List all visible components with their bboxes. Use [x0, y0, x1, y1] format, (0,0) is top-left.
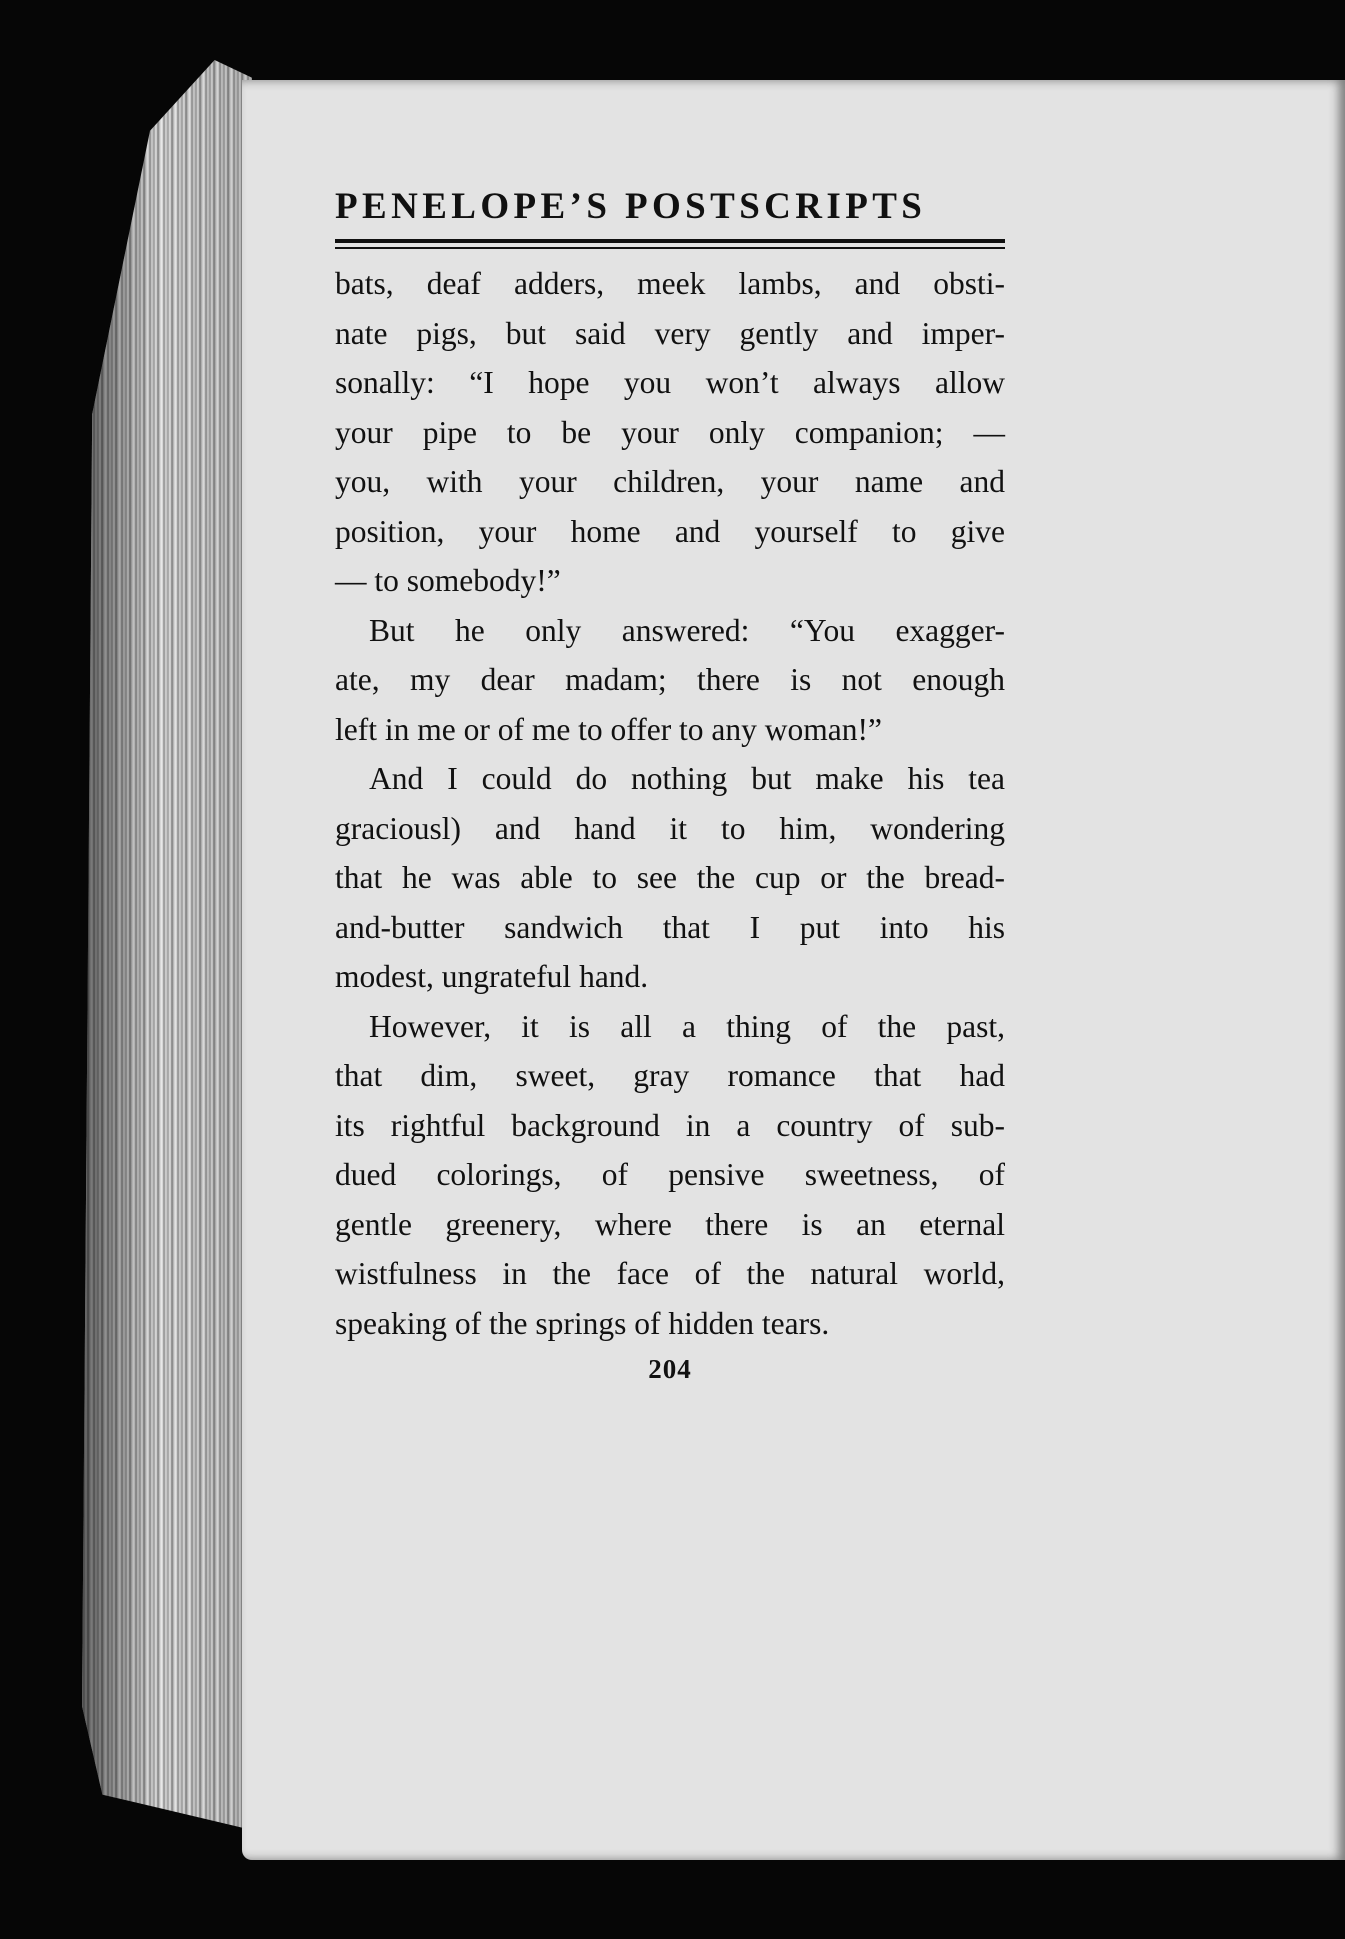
text-line: its rightful background in a country of sub-	[335, 1107, 1005, 1143]
text-line: And I could do nothing but make his tea	[369, 761, 1005, 796]
text-line: nate pigs, but said very gently and imper-	[335, 315, 1005, 351]
text-line: — to somebody!”	[335, 563, 561, 598]
text-line: modest, ungrateful hand.	[335, 959, 649, 994]
paragraph-2	[335, 606, 1005, 755]
text-line: speaking of the springs of hidden tears.	[335, 1305, 830, 1341]
running-head: PENELOPE’S POSTSCRIPTS	[335, 186, 927, 227]
text-line: But he only answered: “You exagger-	[369, 612, 1005, 648]
text-line: you, with your children, your name and	[335, 464, 1005, 499]
text-line: that he was able to see the cup or the bread-	[335, 860, 1005, 895]
text-line: However, it is all a thing of the past,	[369, 1008, 1005, 1044]
text-line: graciousl) and hand it to him, wondering	[335, 810, 1005, 846]
paragraph-3	[335, 754, 1005, 1002]
page-number: 204	[648, 1354, 692, 1384]
text-line: ate, my dear madam; there is not enough	[335, 662, 1005, 697]
text-line: your pipe to be your only companion; —	[335, 414, 1005, 450]
text-block	[335, 185, 1005, 1385]
text-line: gentle greenery, where there is an eternal	[335, 1206, 1005, 1242]
text-line: that dim, sweet, gray romance that had	[335, 1058, 1005, 1093]
text-line: dued colorings, of pensive sweetness, of	[335, 1157, 1005, 1192]
header-rules	[335, 239, 1005, 249]
text-line: sonally: “I hope you won’t always allow	[335, 365, 1005, 400]
header-rule-thin	[335, 247, 1005, 249]
text-line: left in me or of me to offer to any woman!”	[335, 711, 882, 747]
book-page-edges	[82, 60, 252, 1830]
paragraph-1	[335, 259, 1005, 606]
text-line: and-butter sandwich that I put into his	[335, 909, 1005, 945]
text-line: wistfulness in the face of the natural world,	[335, 1256, 1005, 1291]
text-line: bats, deaf adders, meek lambs, and obsti-	[335, 266, 1005, 301]
paragraph-4	[335, 1002, 1005, 1349]
text-line: position, your home and yourself to give	[335, 513, 1005, 549]
header-rule-thick	[335, 239, 1005, 243]
